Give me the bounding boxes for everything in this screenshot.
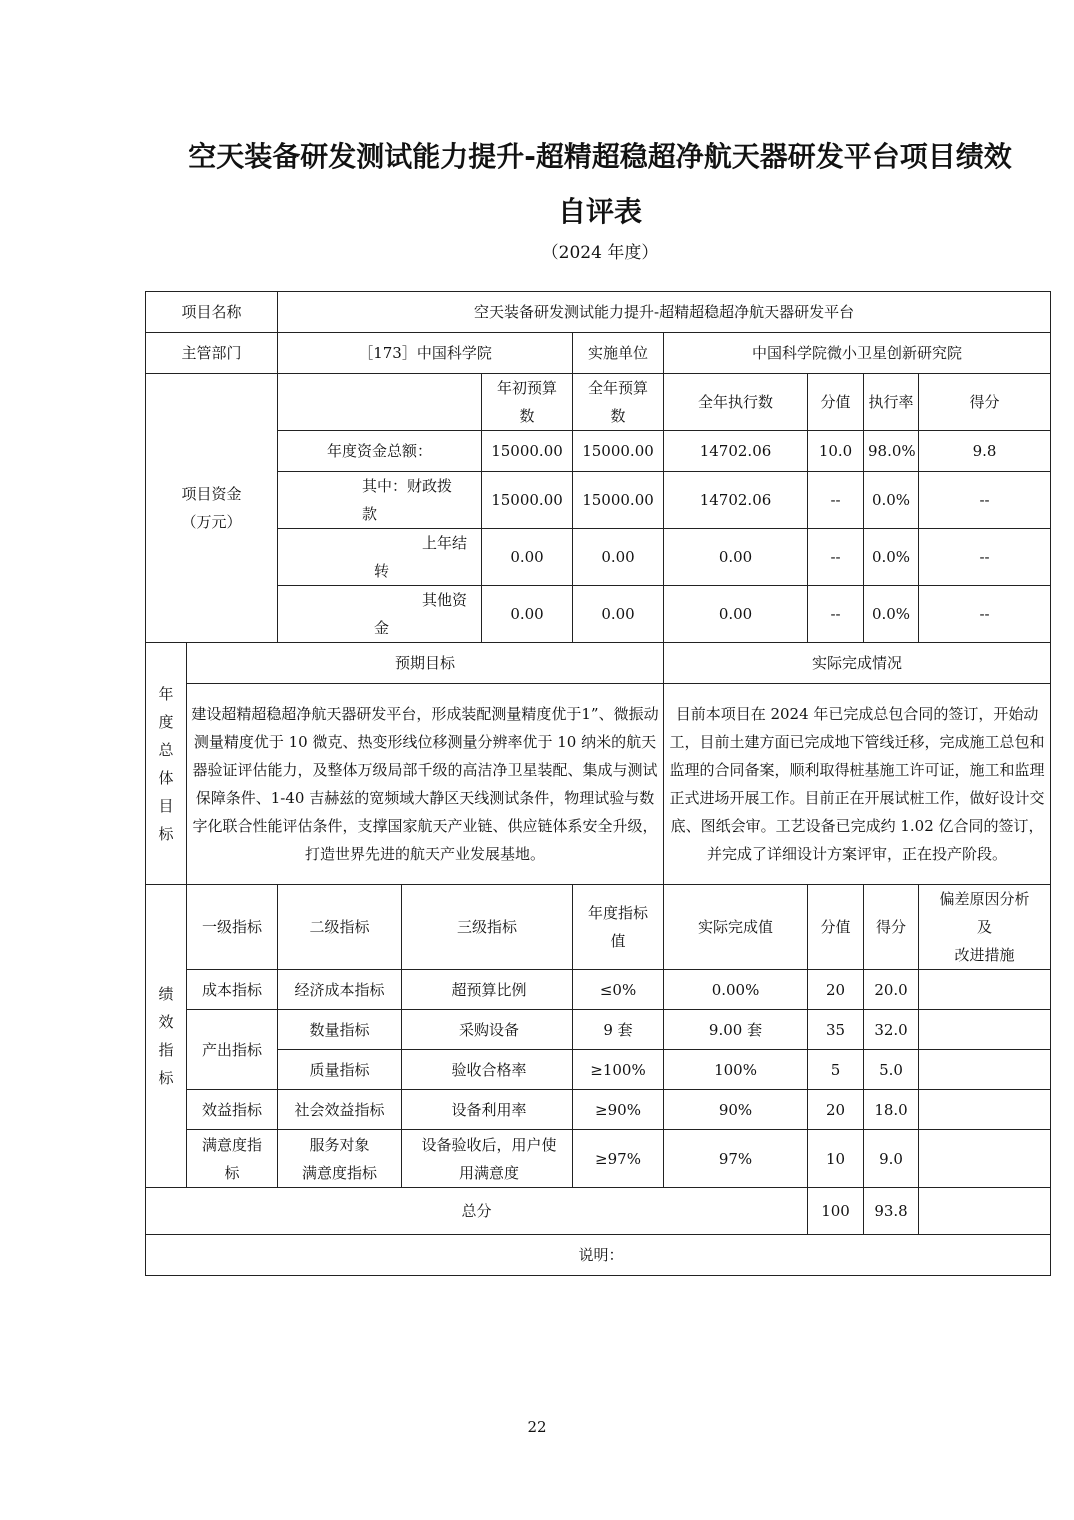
funds-header-rate: 执行率: [864, 374, 919, 431]
ind-score: 18.0: [864, 1090, 919, 1130]
project-name-label: 项目名称: [146, 292, 278, 333]
actual-goal-text: 目前本项目在 2024 年已完成总包合同的签订，开始动工，目前土建方面已完成地下管线迁移，完成施工总包和监理的合同备案，顺利取得桩基施工许可证，施工和监理正式进场开展工作。目前正在开展试桩工作，做好设计交底、图纸会审。工艺设备已完成约 1.02 亿合同的签订，并完成了详细设计方案评审，正在投产阶段。: [664, 684, 1051, 885]
funds-header-initial-budget: 年初预算 数: [482, 374, 573, 431]
unit-value: 中国科学院微小卫星创新研究院: [664, 333, 1051, 374]
ind-header-weight: 分值: [808, 885, 864, 970]
dept-label: 主管部门: [146, 333, 278, 374]
total-deviation: [919, 1188, 1051, 1235]
funds-cell: --: [919, 586, 1051, 643]
funds-header-blank: [278, 374, 482, 431]
indicators-label: 绩 效 指 标: [146, 885, 187, 1188]
ind-level2: 经济成本指标: [278, 970, 402, 1010]
ind-target: ≥100%: [573, 1050, 664, 1090]
document-year: （2024 年度）: [541, 243, 659, 263]
dept-value: ［173］中国科学院: [278, 333, 573, 374]
funds-cell: 0.0%: [864, 529, 919, 586]
funds-cell: 15000.00: [573, 472, 664, 529]
funds-row-label: 其他资 金: [278, 586, 482, 643]
funds-row-label: 上年结 转: [278, 529, 482, 586]
funds-row-label: 年度资金总额：: [278, 431, 482, 472]
funds-cell: --: [808, 586, 864, 643]
ind-weight: 5: [808, 1050, 864, 1090]
ind-header-level1: 一级指标: [187, 885, 278, 970]
unit-label: 实施单位: [573, 333, 664, 374]
expected-goal-text: 建设超精超稳超净航天器研发平台，形成装配测量精度优于1”、微振动测量精度优于 10 微克、热变形线位移测量分辨率优于 10 纳米的航天器验证评估能力，及整体万级局部千级的高洁净卫星装配、集成与测试保障条件、1-40 吉赫兹的宽频域大静区天线测试条件，物理试验与数字化联合性能评估条件，支撑国家航天产业链、供应链体系安全升级，打造世界先进的航天产业发展基地。: [187, 684, 664, 885]
ind-actual: 0.00%: [664, 970, 808, 1010]
ind-weight: 10: [808, 1130, 864, 1188]
self-evaluation-table: [145, 291, 1051, 1276]
ind-deviation: [919, 1010, 1051, 1050]
ind-level1: 效益指标: [187, 1090, 278, 1130]
funds-cell: 14702.06: [664, 431, 808, 472]
ind-level2: 服务对象 满意度指标: [278, 1130, 402, 1188]
funds-cell: --: [808, 529, 864, 586]
ind-level1: 成本指标: [187, 970, 278, 1010]
ind-level3: 设备利用率: [402, 1090, 573, 1130]
ind-actual: 90%: [664, 1090, 808, 1130]
document-title: 空天装备研发测试能力提升-超精超稳超净航天器研发平台项目绩效: [188, 140, 1012, 173]
funds-header-weight: 分值: [808, 374, 864, 431]
ind-weight: 35: [808, 1010, 864, 1050]
funds-cell: 0.00: [482, 529, 573, 586]
ind-header-score: 得分: [864, 885, 919, 970]
ind-header-target: 年度指标 值: [573, 885, 664, 970]
ind-level2: 数量指标: [278, 1010, 402, 1050]
ind-header-level2: 二级指标: [278, 885, 402, 970]
ind-header-deviation: 偏差原因分析 及 改进措施: [919, 885, 1051, 970]
funds-cell: 9.8: [919, 431, 1051, 472]
ind-level3: 验收合格率: [402, 1050, 573, 1090]
funds-cell: 0.0%: [864, 472, 919, 529]
ind-weight: 20: [808, 970, 864, 1010]
ind-score: 32.0: [864, 1010, 919, 1050]
ind-actual: 97%: [664, 1130, 808, 1188]
goals-label: 年 度 总 体 目 标: [146, 643, 187, 885]
ind-level3: 设备验收后，用户使 用满意度: [402, 1130, 573, 1188]
total-label: 总分: [146, 1188, 808, 1235]
total-weight: 100: [808, 1188, 864, 1235]
ind-target: ≤0%: [573, 970, 664, 1010]
project-name-value: 空天装备研发测试能力提升-超精超稳超净航天器研发平台: [278, 292, 1051, 333]
ind-target: 9 套: [573, 1010, 664, 1050]
expected-goal-header: 预期目标: [187, 643, 664, 684]
funds-cell: 0.00: [664, 586, 808, 643]
funds-header-annual-budget: 全年预算 数: [573, 374, 664, 431]
ind-actual: 9.00 套: [664, 1010, 808, 1050]
ind-level2: 质量指标: [278, 1050, 402, 1090]
ind-deviation: [919, 1050, 1051, 1090]
ind-target: ≥90%: [573, 1090, 664, 1130]
ind-level3: 采购设备: [402, 1010, 573, 1050]
ind-actual: 100%: [664, 1050, 808, 1090]
ind-score: 20.0: [864, 970, 919, 1010]
ind-score: 5.0: [864, 1050, 919, 1090]
funds-cell: --: [919, 529, 1051, 586]
funds-cell: --: [919, 472, 1051, 529]
ind-level1: 满意度指 标: [187, 1130, 278, 1188]
funds-cell: 10.0: [808, 431, 864, 472]
funds-cell: 15000.00: [482, 431, 573, 472]
actual-goal-header: 实际完成情况: [664, 643, 1051, 684]
funds-cell: 98.0%: [864, 431, 919, 472]
funds-label: 项目资金 （万元）: [146, 374, 278, 643]
ind-weight: 20: [808, 1090, 864, 1130]
note-label: 说明：: [146, 1235, 1051, 1276]
funds-cell: 15000.00: [573, 431, 664, 472]
funds-cell: 14702.06: [664, 472, 808, 529]
ind-deviation: [919, 970, 1051, 1010]
ind-level1: 产出指标: [187, 1010, 278, 1090]
ind-level2: 社会效益指标: [278, 1090, 402, 1130]
ind-deviation: [919, 1130, 1051, 1188]
ind-header-level3: 三级指标: [402, 885, 573, 970]
funds-cell: 0.00: [664, 529, 808, 586]
funds-cell: 0.00: [482, 586, 573, 643]
funds-cell: 0.00: [573, 586, 664, 643]
funds-header-score: 得分: [919, 374, 1051, 431]
document-title-line2: 自评表: [557, 195, 642, 228]
funds-row-label: 其中：财政拨 款: [278, 472, 482, 529]
total-score: 93.8: [864, 1188, 919, 1235]
ind-level3: 超预算比例: [402, 970, 573, 1010]
funds-cell: 0.0%: [864, 586, 919, 643]
ind-score: 9.0: [864, 1130, 919, 1188]
funds-cell: --: [808, 472, 864, 529]
funds-cell: 0.00: [573, 529, 664, 586]
funds-header-executed: 全年执行数: [664, 374, 808, 431]
ind-deviation: [919, 1090, 1051, 1130]
page-number: 22: [527, 1418, 547, 1436]
ind-target: ≥97%: [573, 1130, 664, 1188]
funds-cell: 15000.00: [482, 472, 573, 529]
ind-header-actual: 实际完成值: [664, 885, 808, 970]
